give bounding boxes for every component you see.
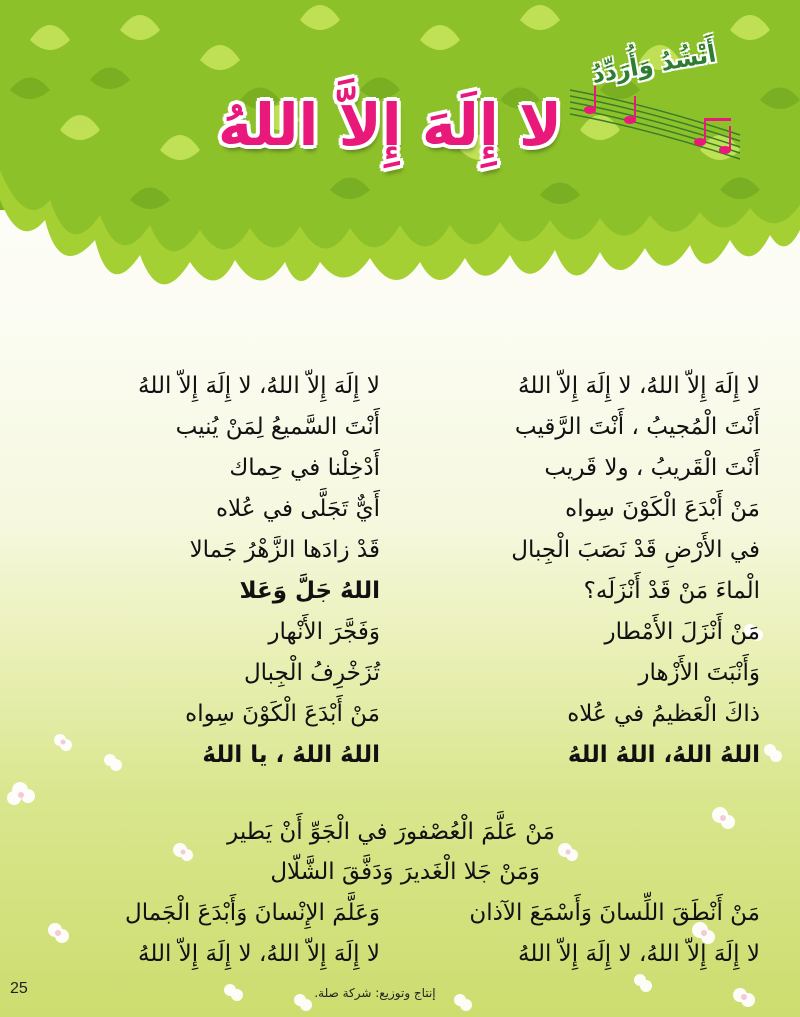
closing-left-1: وَعَلَّمَ الإِنْسانَ وَأَبْدَعَ الْجَمال [125,900,380,926]
badge-label: أَنْشُدُ وَأُرَدِّدُ [589,39,719,89]
closing-right-2: لا إِلَهَ إِلاّ اللهُ، لا إِلَهَ إِلاّ اللهُ [518,941,760,967]
closing-left-2: لا إِلَهَ إِلاّ اللهُ، لا إِلَهَ إِلاّ اللهُ [138,941,380,967]
middle-line-1: مَنْ عَلَّمَ الْعُصْفورَ في الْجَوِّ أَنْ يَطير [227,819,555,845]
page-title: لا إِلَهَ إِلاَّ اللهُ [217,91,563,159]
verse-right-6: الْماءَ مَنْ قَدْ أَنْزَلَه؟ [583,578,760,604]
verse-right-1: لا إِلَهَ إِلاّ اللهُ، لا إِلَهَ إِلاّ اللهُ [518,373,760,399]
verse-right-5: في الأَرْضِ قَدْ نَصَبَ الْجِبال [511,537,760,563]
verse-left-8: تُزَخْرِفُ الْجِبال [243,660,380,686]
verse-left-3: أَدْخِلْنا في حِماك [229,455,380,481]
verse-left-1: لا إِلَهَ إِلاّ اللهُ، لا إِلَهَ إِلاّ اللهُ [138,373,380,399]
verse-left-2: أَنْتَ السَّميعُ لِمَنْ يُنيب [175,414,380,440]
verse-left-10: اللهُ اللهُ ، يا اللهُ [202,742,380,768]
verse-left-4: أَيٌّ تَجَلَّى في عُلاه [215,496,380,522]
verse-right-2: أَنْتَ الْمُجيبُ ، أَنْتَ الرَّقيب [514,414,760,440]
verse-left-6: اللهُ جَلَّ وَعَلا [239,578,380,604]
verse-left-9: مَنْ أَبْدَعَ الْكَوْنَ سِواه [185,701,380,727]
closing-right-1: مَنْ أَنْطَقَ اللِّسانَ وَأَسْمَعَ الآذان [469,900,760,926]
verse-left-7: وَفَجَّرَ الأَنْهار [268,619,380,645]
verse-right-4: مَنْ أَبْدَعَ الْكَوْنَ سِواه [565,496,760,522]
verse-left-5: قَدْ زادَها الزَّهْرُ جَمالا [189,537,380,563]
verse-right-7: مَنْ أَنْزَلَ الأَمْطار [604,619,760,645]
publisher-credit: إنتاج وتوزيع: شركة صلة. [314,986,436,1000]
verse-right-9: ذاكَ الْعَظيمُ في عُلاه [567,701,760,727]
page-number: 25 [10,980,28,997]
verse-right-10: اللهُ اللهُ، اللهُ اللهُ [567,742,760,768]
verse-right-8: وَأَنْبَتَ الأَزْهار [638,660,760,686]
middle-line-2: وَمَنْ جَلا الْغَديرَ وَدَفَّقَ الشَّلّال [270,859,540,885]
verse-right-3: أَنْتَ الْقَريبُ ، ولا قَريب [544,455,760,481]
